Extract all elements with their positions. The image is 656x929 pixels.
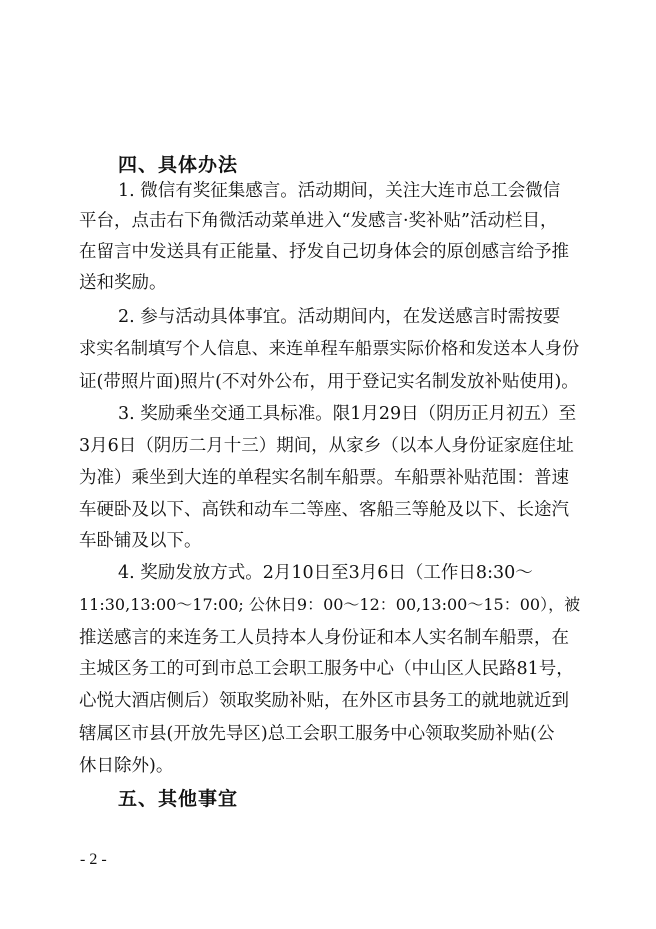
page-number: - 2 - [80,851,107,868]
paragraph-4-line-6: 辖属区市县(开放先导区)总工会职工服务中心领取奖励补贴(公 [79,724,555,744]
paragraph-2-line-2: 求实名制填写个人信息、来连单程车船票实际价格和发送本人身份 [79,339,580,359]
paragraph-1-line-3: 在留言中发送具有正能量、抒发自己切身体会的原创感言给予推 [79,242,569,262]
paragraph-4-line-4: 主城区务工的可到市总工会职工服务中心（中山区人民路81号， [79,659,574,679]
paragraph-2-line-1: 2. 参与活动具体事宜。活动期间内，在发送感言时需按要 [118,307,561,327]
paragraph-4-line-2: 11:30,13:00～17:00; 公休日9：00～12：00,13:00～15：00），被 [79,595,581,614]
paragraph-3-line-1: 3. 奖励乘坐交通工具标准。限1月29日（阴历正月初五）至 [118,404,577,424]
paragraph-1-line-2: 平台，点击右下角微活动菜单进入“发感言·奖补贴”活动栏目， [79,211,558,231]
paragraph-3-line-3: 为准）乘坐到大连的单程实名制车船票。车船票补贴范围：普速 [79,468,569,488]
paragraph-4-line-5: 心悦大酒店侧后）领取奖励补贴，在外区市县务工的就地就近到 [79,691,569,711]
paragraph-1-line-4: 送和奖励。 [79,273,167,293]
paragraph-4-line-1: 4. 奖励发放方式。2月10日至3月6日（工作日8:30～ [118,563,533,583]
paragraph-1-line-1: 1. 微信有奖征集感言。活动期间，关注大连市总工会微信 [118,181,561,201]
paragraph-4-line-3: 推送感言的来连务工人员持本人身份证和本人实名制车船票，在 [79,628,569,648]
paragraph-3-line-2: 3月6日（阴历二月十三）期间，从家乡（以本人身份证家庭住址 [79,436,574,456]
section-heading-5: 五、其他事宜 [118,788,239,810]
paragraph-3-line-4: 车硬卧及以下、高铁和动车二等座、客船三等舱及以下、长途汽 [79,500,569,520]
paragraph-3-line-5: 车卧铺及以下。 [79,531,202,551]
paragraph-2-line-3: 证(带照片面)照片(不对外公布，用于登记实名制发放补贴使用)。 [79,372,579,392]
paragraph-4-line-7: 休日除外)。 [79,756,174,776]
section-heading-4: 四、具体办法 [118,154,239,176]
